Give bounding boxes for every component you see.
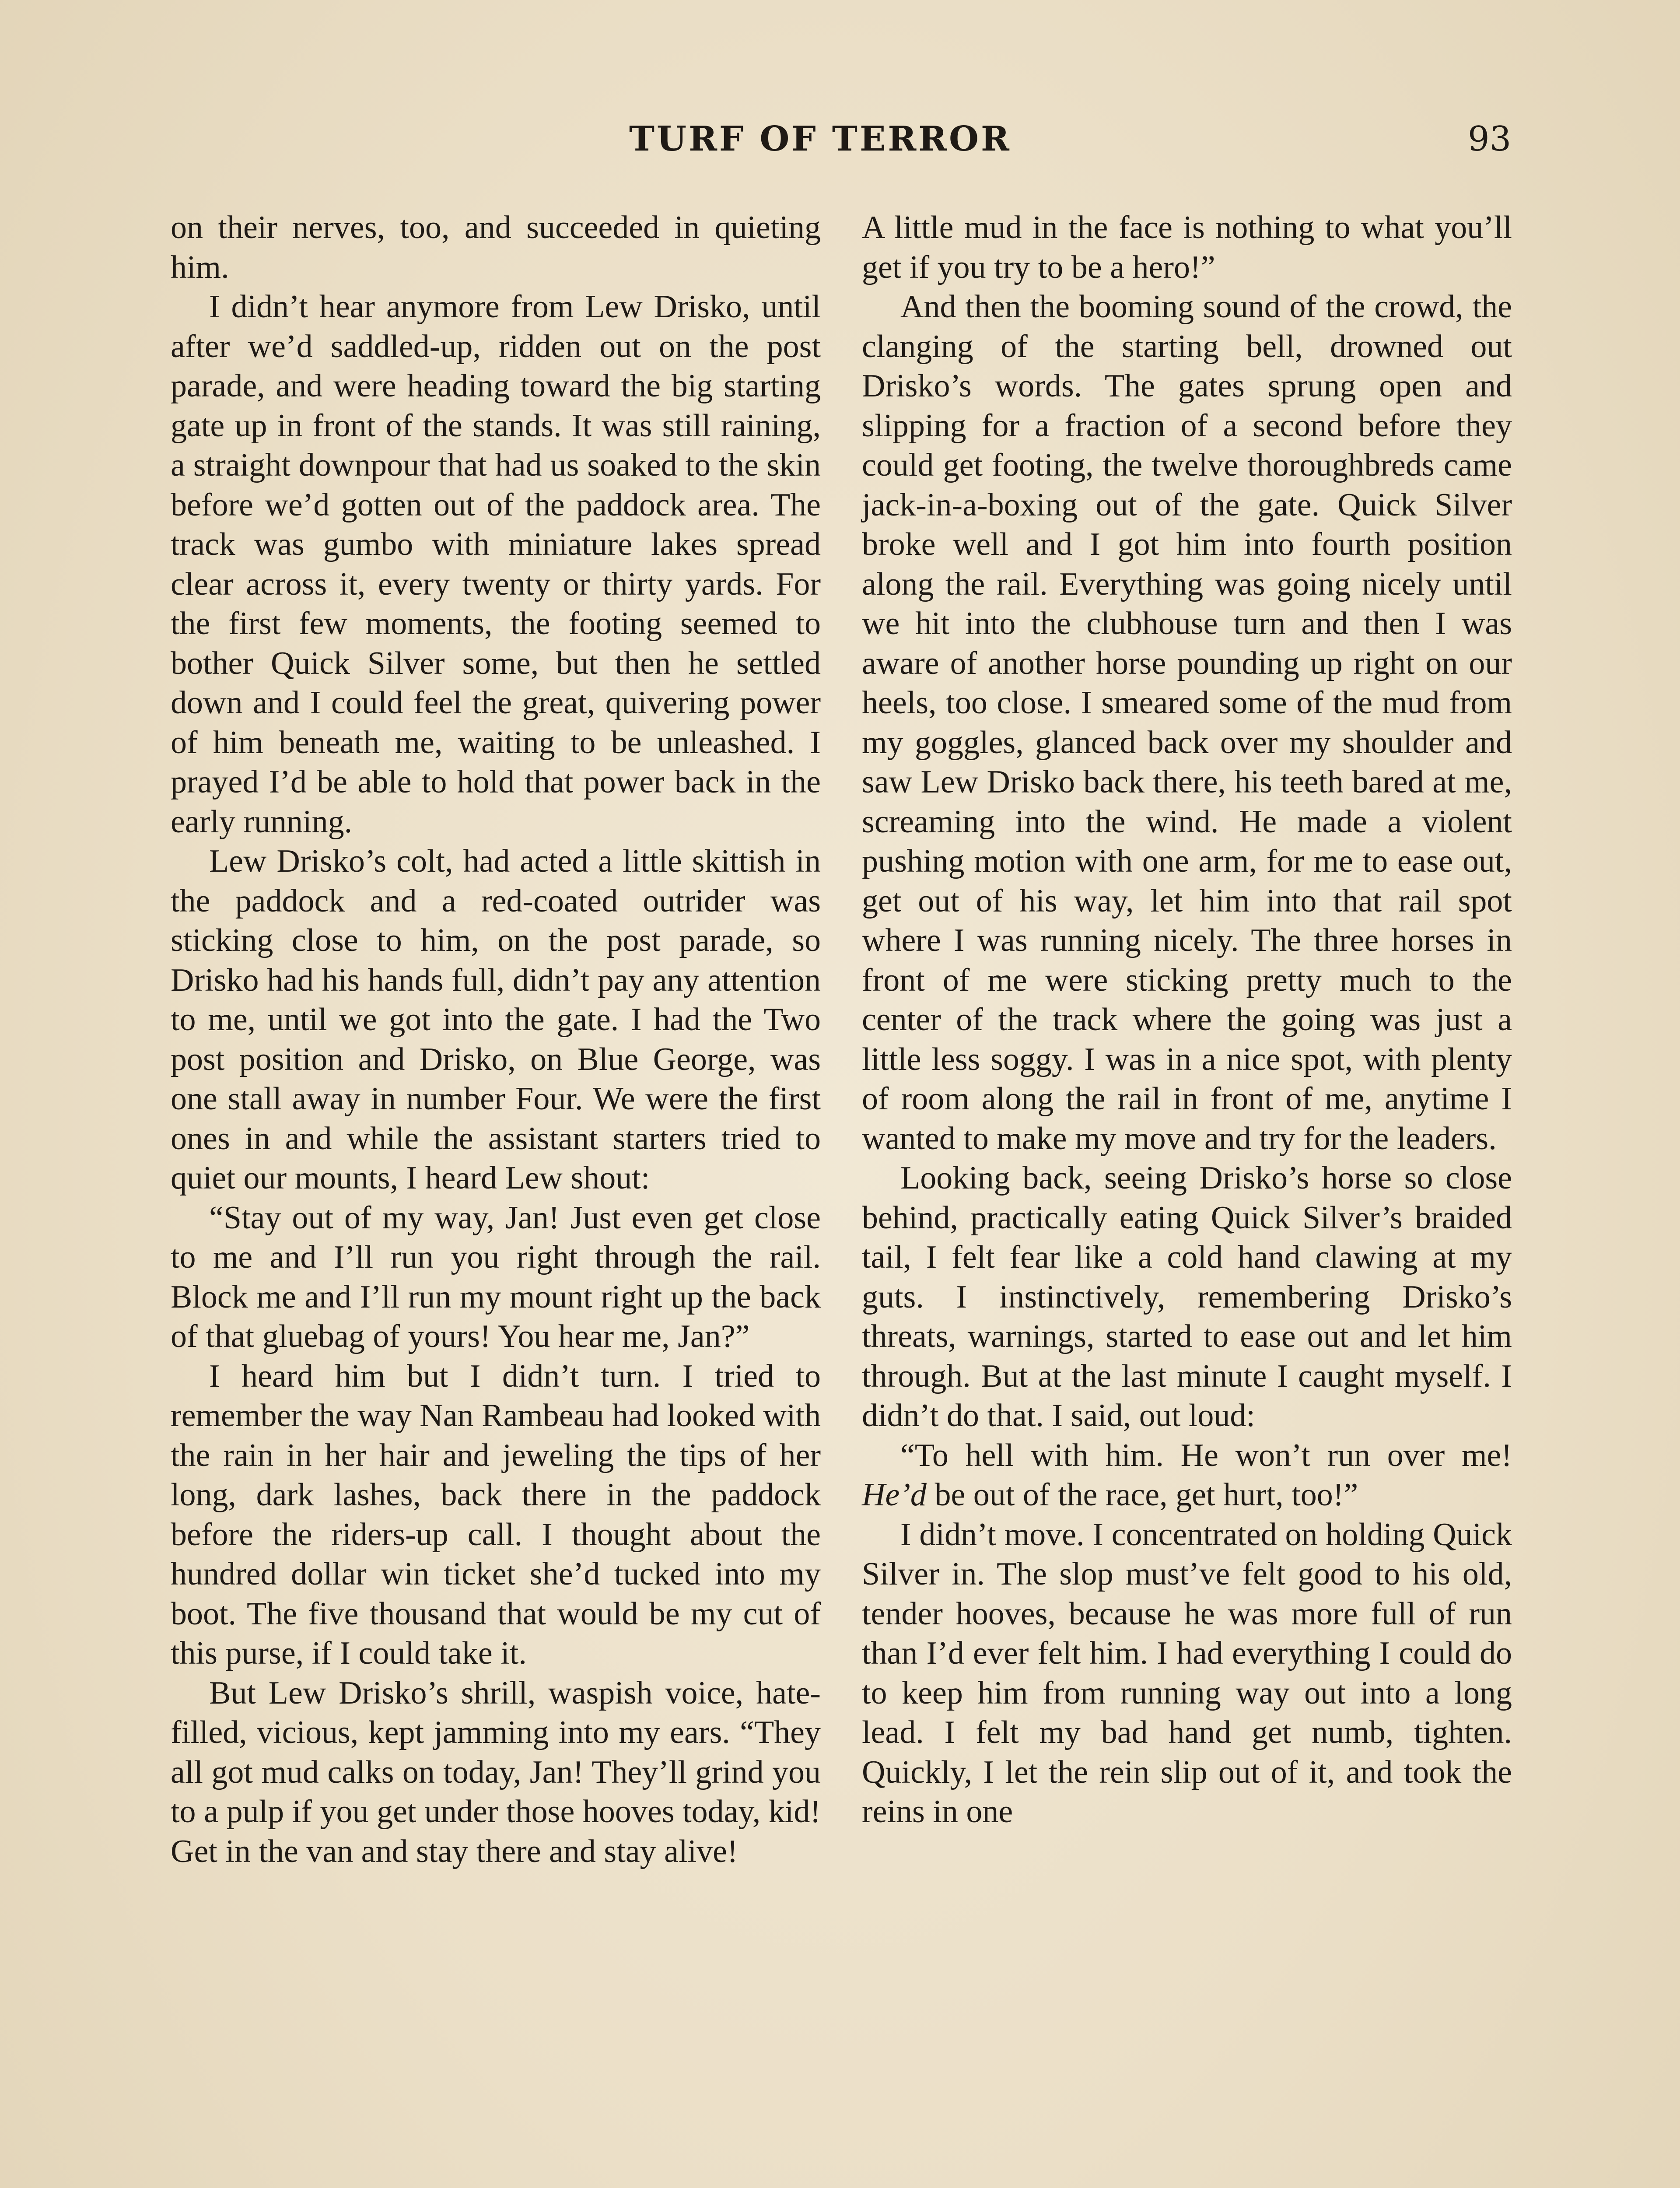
paragraph: Looking back, seeing Drisko’s horse so close behind, practically eating Quick Silver’s braided tail, I felt fear like a cold hand clawing at my guts. I instinctively, remembering Drisko’s threats, warnings, started to ease out and let him through. But at the last minute I caught myself. I didn’t do that. I said, out loud: [862,1160,1512,1434]
paragraph: I heard him but I didn’t turn. I tried to remember the way Nan Rambeau had looked with the rain in her hair and jeweling the tips of her long, dark lashes, back there in the paddock before the riders-up call. I thought about the hundred dollar win ticket she’d tucked into my boot. The five thousand that would be my cut of this purse, if I could take it. [171,1358,821,1671]
left-column [171,208,821,1871]
paragraph: Lew Drisko’s colt, had acted a little skittish in the paddock and a red-coated outrider was sticking close to him, on the post parade, so Drisko had his hands full, didn’t pay any attention to me, until we got into the gate. I had the Two post position and Drisko, on Blue George, was one stall away in number Four. We were the first ones in and while the assistant starters tried to quiet our mounts, I heard Lew shout: [171,843,821,1196]
paragraph: A little mud in the face is nothing to what you’ll get if you try to be a hero!” [862,210,1512,285]
paragraph-with-emphasis [862,1436,1512,1515]
paragraph: And then the booming sound of the crowd, the clanging of the starting bell, drowned out Drisko’s words. The gates sprung open and slipping for a fraction of a second before they could get footing, the twelve thoroughbreds came jack-in-a-boxing out of the gate. Quick Silver broke well and I got him into fourth position along the rail. Everything was going nicely until we hit into the clubhouse turn and then I was aware of another horse pounding up right on our heels, too close. I smeared some of the mud from my goggles, glanced back over my shoulder and saw Lew Drisko back there, his teeth bared at me, screaming into the wind. He made a violent pushing motion with one arm, for me to ease out, get out of his way, let him into that rail spot where I was running nicely. The three horses in front of me were sticking pretty much to the center of the track where the going was just a little less soggy. I was in a nice spot, with plenty of room along the rail in front of me, anytime I wanted to make my move and try for the leaders. [862,289,1512,1157]
emphasized-word: He’d [862,1477,927,1513]
paragraph: “Stay out of my way, Jan! Just even get close to me and I’ll run you right through the rail. Block me and I’ll run my mount right up the back of that gluebag of yours! You hear me, Jan?” [171,1199,821,1354]
paragraph: on their nerves, too, and succeeded in quieting him. [171,210,821,285]
right-column [862,208,1512,1832]
paragraph: I didn’t move. I concentrated on holding Quick Silver in. The slop must’ve felt good to his old, tender hooves, because he was more full of run than I’d ever felt him. I had everything I could do to keep him from running way out into a long lead. I felt my bad hand get numb, tighten. Quickly, I let the rein slip out of it, and took the reins in one [862,1516,1512,1830]
running-head [0,117,1680,170]
text-run: “To hell with him. He won’t run over me! [900,1437,1512,1473]
story-title: TURF OF TERROR [629,119,1012,159]
paragraph: I didn’t hear anymore from Lew Drisko, until after we’d saddled-up, ridden out on the post parade, and were heading toward the big starting gate up in front of the stands. It was still raining, a straight downpour that had us soaked to the skin before we’d gotten out of the paddock area. The track was gumbo with miniature lakes spread clear across it, every twenty or thirty yards. For the first few moments, the footing seemed to bother Quick Silver some, but then he settled down and I could feel the great, quivering power of him beneath me, waiting to be unleashed. I prayed I’d be able to hold that power back in the early running. [171,289,821,840]
page-number: 93 [1468,119,1512,159]
text-run: be out of the race, get hurt, too!” [926,1477,1358,1513]
paragraph: But Lew Drisko’s shrill, waspish voice, hate-filled, vicious, kept jamming into my ears. “They all got mud calks on today, Jan! They’ll grind you to a pulp if you get under those hooves today, kid! Get in the van and stay there and stay alive! [171,1675,821,1869]
